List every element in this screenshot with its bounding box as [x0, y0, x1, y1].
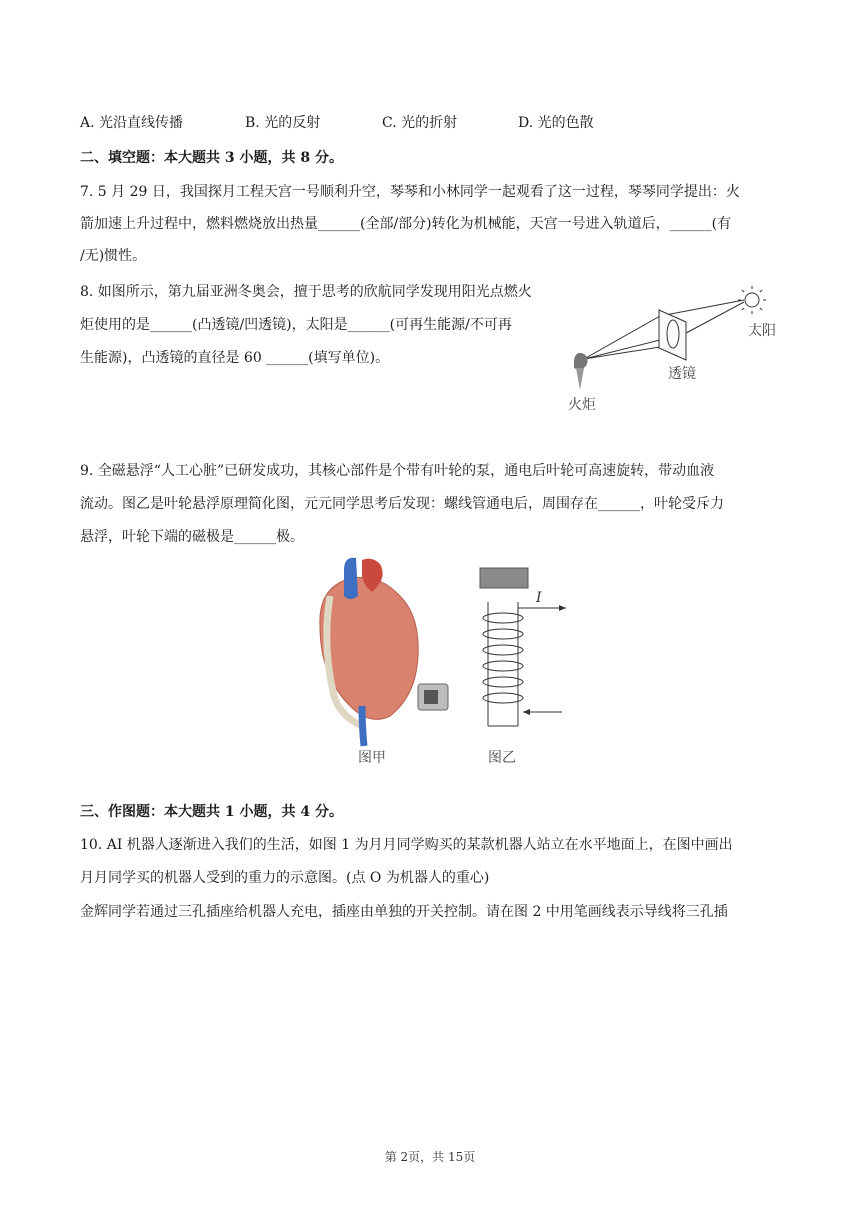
q7-line-2: 箭加速上升过程中，燃料燃烧放出热量______(全部/部分)转化为机械能，天宫一号进入轨道后，______(有: [80, 216, 732, 232]
heart-solenoid-figure: [300, 556, 580, 770]
lens-sun-torch-figure: [562, 282, 788, 418]
q10-line-3: 金辉同学若通过三孔插座给机器人充电，插座由单独的开关控制。请在图 2 中用笔画线表示导线将三孔插: [80, 904, 728, 920]
q8-line-3: 生能源)，凸透镜的直径是 60 ______(填写单位)。: [80, 350, 390, 366]
option-a: A. 光沿直线传播: [80, 115, 184, 131]
arrow-left-icon: [523, 709, 530, 715]
sun-label: 太阳: [748, 323, 776, 339]
arrow-right-icon: [559, 605, 566, 611]
q9-line-1: 9. 全磁悬浮“人工心脏”已研发成功，其核心部件是个带有叶轮的泵，通电后叶轮可高速旋转，带动血液: [80, 463, 715, 479]
figure-a-label: 图甲: [358, 750, 386, 766]
figure-b-label: 图乙: [488, 750, 516, 766]
q8-line-2: 炬使用的是______(凸透镜/凹透镜)，太阳是______(可再生能源/不可再: [80, 317, 512, 333]
option-d: D. 光的色散: [518, 115, 594, 131]
torch-label: 火炬: [568, 397, 596, 413]
q8-line-1: 8. 如图所示，第九届亚洲冬奥会，擅于思考的欣航同学发现用阳光点燃火: [80, 284, 532, 300]
lens-label: 透镜: [668, 366, 696, 382]
current-label: I: [536, 590, 542, 606]
option-c: C. 光的折射: [382, 115, 458, 131]
page-footer: 第 2页，共 15页: [384, 1150, 476, 1164]
section3-heading: 三、作图题：本大题共 1 小题，共 4 分。: [80, 804, 343, 820]
q10-line-1: 10. AI 机器人逐渐进入我们的生活，如图 1 为月月同学购买的某款机器人站立在水平地面上，在图中画出: [80, 837, 733, 853]
heart-icon: [320, 558, 448, 746]
q7-line-1: 7. 5 月 29 日，我国探月工程天宫一号顺利升空，琴琴和小林同学一起观看了这一过程，琴琴同学提出：火: [80, 184, 740, 200]
section2-heading: 二、填空题：本大题共 3 小题，共 8 分。: [80, 150, 343, 166]
q7-line-3: /无)惯性。: [80, 248, 147, 264]
option-b: B. 光的反射: [245, 115, 321, 131]
q9-line-2: 流动。图乙是叶轮悬浮原理简化图，元元同学思考后发现：螺线管通电后，周围存在______，叶轮受斥力: [80, 496, 724, 512]
q9-line-3: 悬浮，叶轮下端的磁极是______极。: [80, 529, 304, 545]
q10-line-2: 月月同学买的机器人受到的重力的示意图。(点 O 为机器人的重心): [80, 870, 490, 886]
torch-icon: [574, 353, 588, 390]
solenoid-icon: [480, 568, 566, 726]
